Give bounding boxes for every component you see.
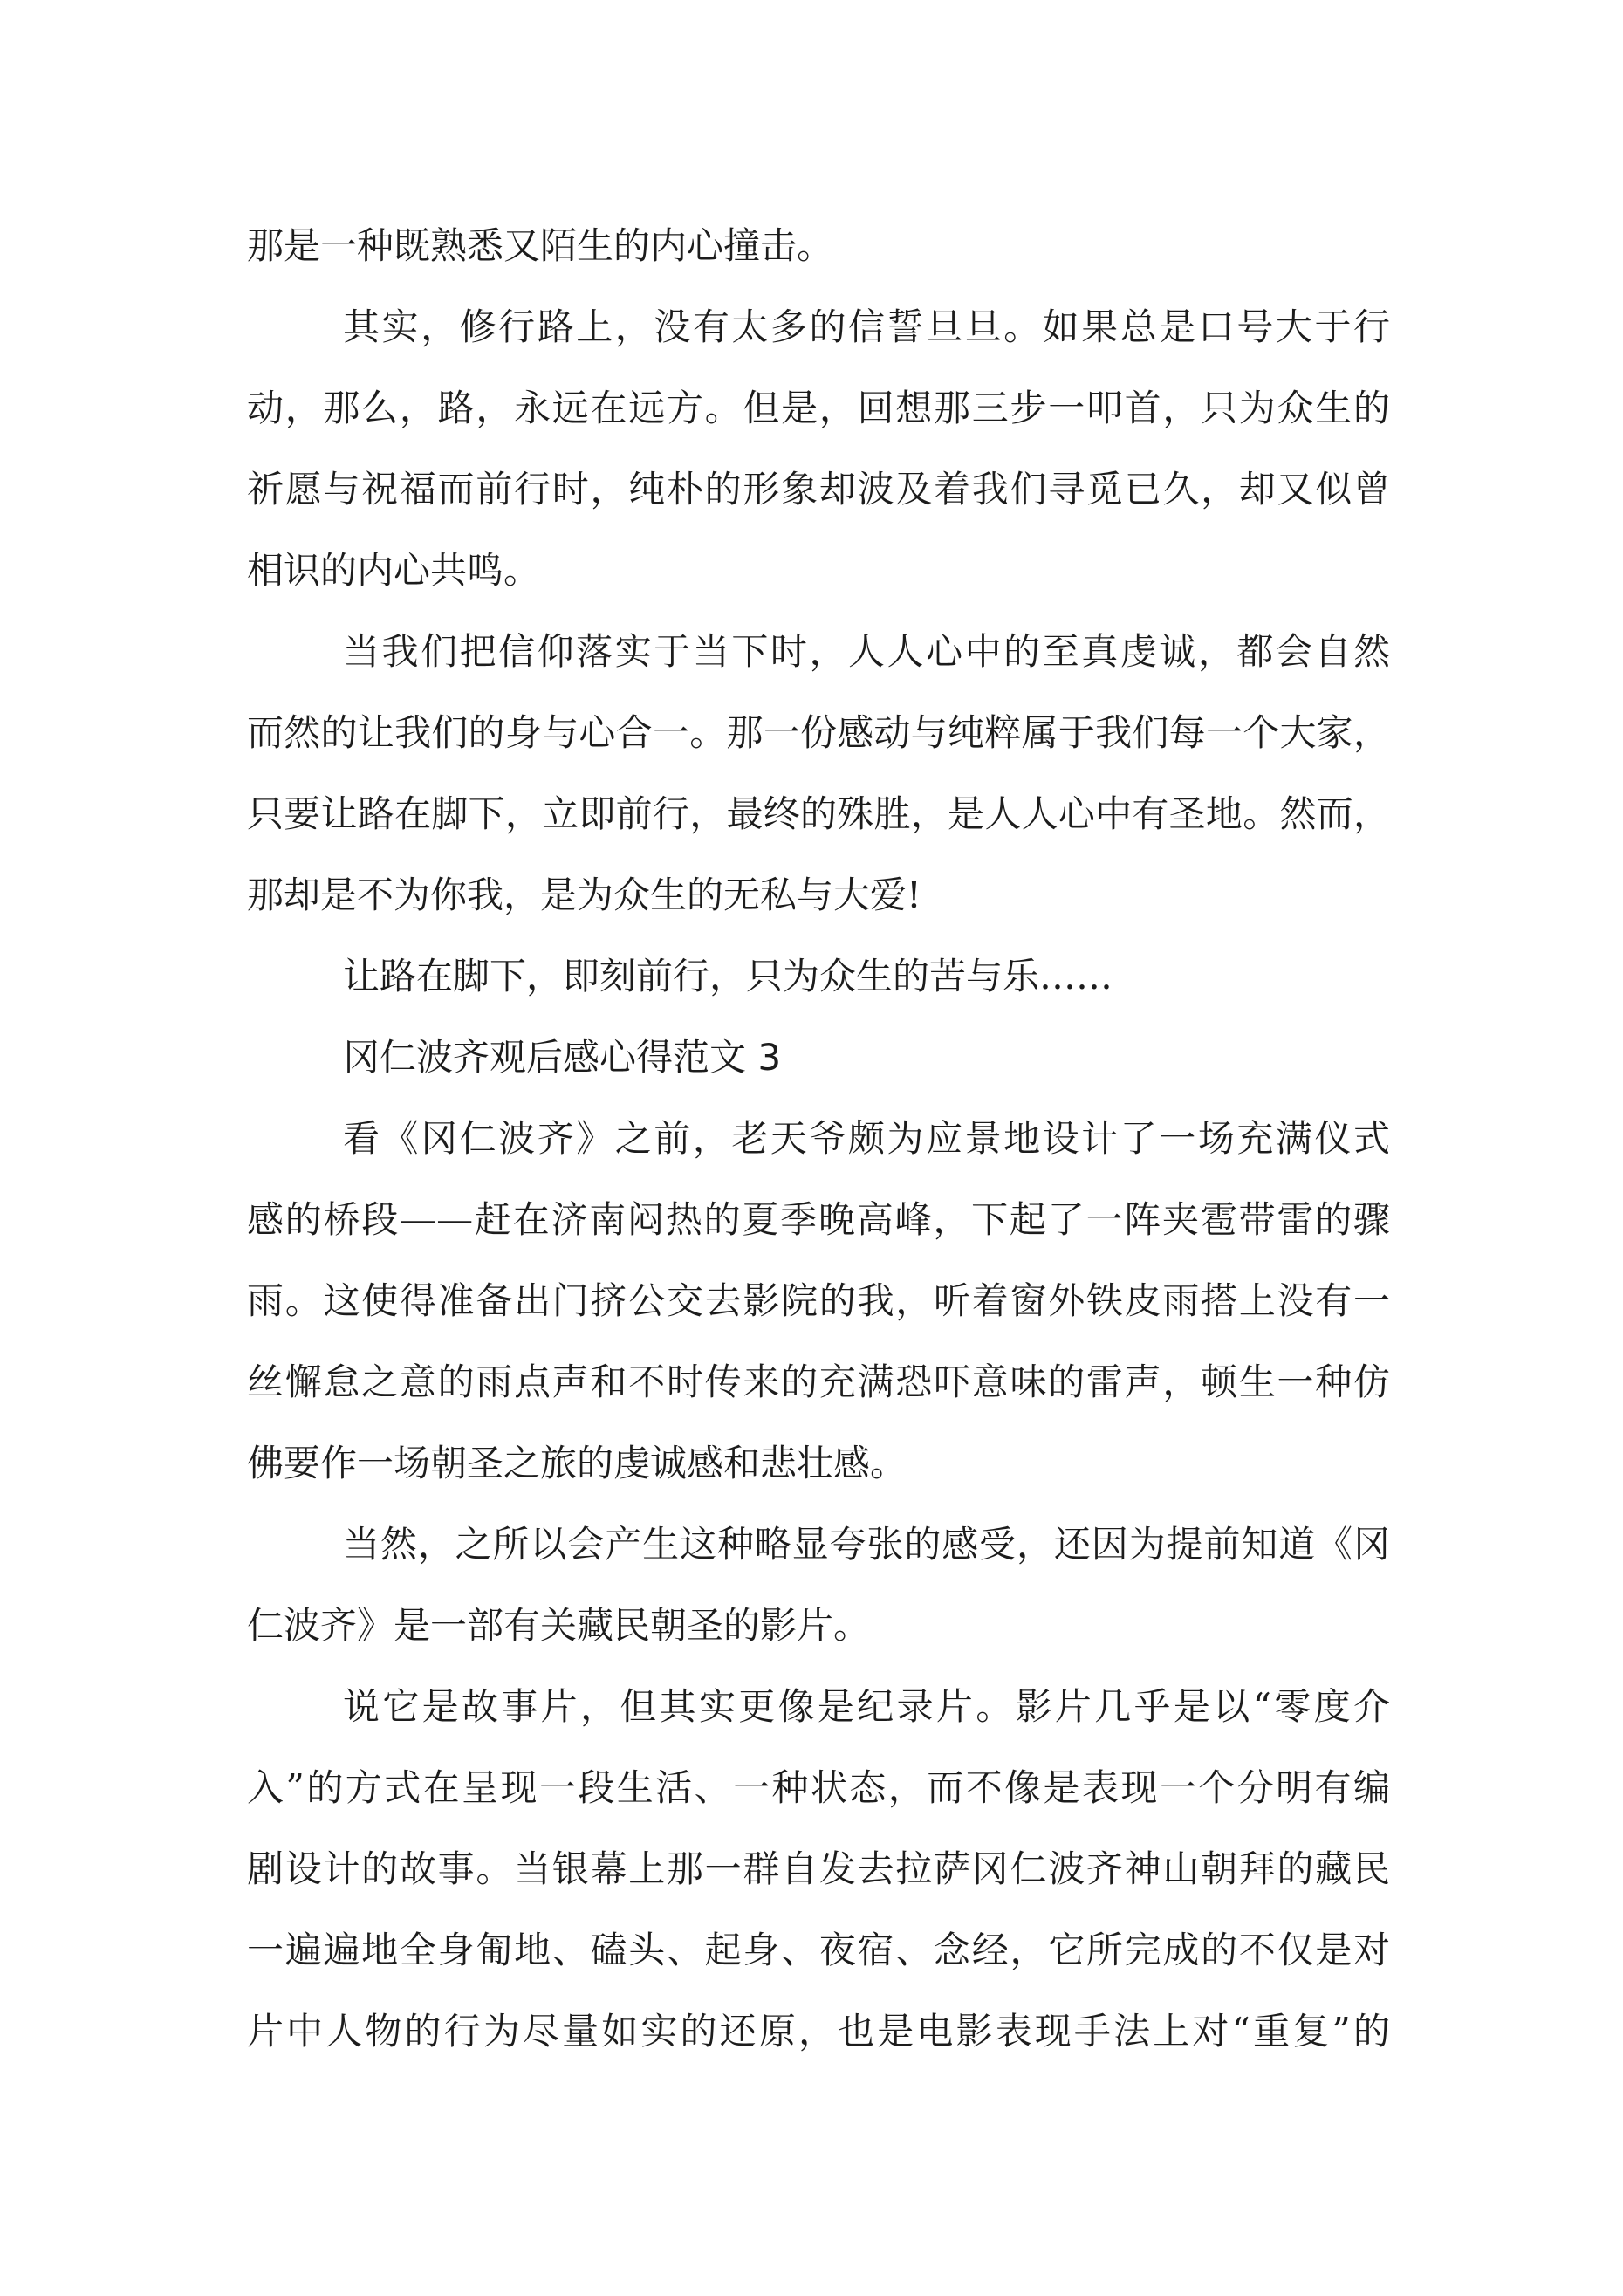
text-line: 只要让路在脚下，立即前行，最终的殊胜，是人人心中有圣地。然而， xyxy=(247,792,1390,835)
section-heading: 冈仁波齐观后感心得范文 3 xyxy=(343,1036,782,1079)
paragraph-first-line: 其实，修行路上，没有太多的信誓旦旦。如果总是口号大于行 xyxy=(343,305,1390,348)
text-line: 一遍遍地全身匍地、磕头、起身、夜宿、念经，它所完成的不仅是对 xyxy=(247,1929,1390,1971)
paragraph-first-line: 当我们把信仰落实于当下时，人人心中的至真虔诚，都会自然 xyxy=(343,630,1390,673)
paragraph-first-line: 说它是故事片，但其实更像是纪录片。影片几乎是以“零度介 xyxy=(343,1685,1390,1728)
text-line: 佛要作一场朝圣之旅的虔诚感和悲壮感。 xyxy=(247,1442,907,1484)
text-line: 那是一种既熟悉又陌生的内心撞击。 xyxy=(247,224,834,267)
paragraph-first-line: 让路在脚下，即刻前行，只为众生的苦与乐…… xyxy=(343,955,1113,997)
text-line: 仁波齐》是一部有关藏民朝圣的影片。 xyxy=(247,1604,871,1647)
text-line: 祈愿与祝福而前行时，纯朴的形象却波及着我们寻觅已久，却又似曾 xyxy=(247,468,1390,511)
text-line: 而然的让我们的身与心合一。那一份感动与纯粹属于我们每一个大家， xyxy=(247,711,1390,754)
text-line: 动，那么，路，永远在远方。但是，回想那三步一叩首，只为众生的 xyxy=(247,387,1390,429)
text-line: 感的桥段——赶在济南闷热的夏季晚高峰，下起了一阵夹雹带雷的骤 xyxy=(247,1198,1390,1241)
text-line: 入”的方式在呈现一段生活、一种状态，而不像是表现一个分明有编 xyxy=(247,1766,1390,1809)
text-line: 剧设计的故事。当银幕上那一群自发去拉萨冈仁波齐神山朝拜的藏民 xyxy=(247,1847,1390,1890)
text-line: 雨。这使得准备出门挤公交去影院的我，听着窗外铁皮雨搭上没有一 xyxy=(247,1279,1390,1322)
text-line: 片中人物的行为尽量如实的还原，也是电影表现手法上对“重复”的 xyxy=(247,2010,1390,2053)
text-line: 相识的内心共鸣。 xyxy=(247,549,541,592)
paragraph-first-line: 当然，之所以会产生这种略显夸张的感受，还因为提前知道《冈 xyxy=(343,1523,1390,1566)
text-line: 丝懈怠之意的雨点声和不时传来的充满恐吓意味的雷声，顿生一种仿 xyxy=(247,1360,1390,1403)
paragraph-first-line: 看《冈仁波齐》之前，老天爷颇为应景地设计了一场充满仪式 xyxy=(343,1117,1390,1160)
text-line: 那却是不为你我，是为众生的无私与大爱! xyxy=(247,874,921,916)
